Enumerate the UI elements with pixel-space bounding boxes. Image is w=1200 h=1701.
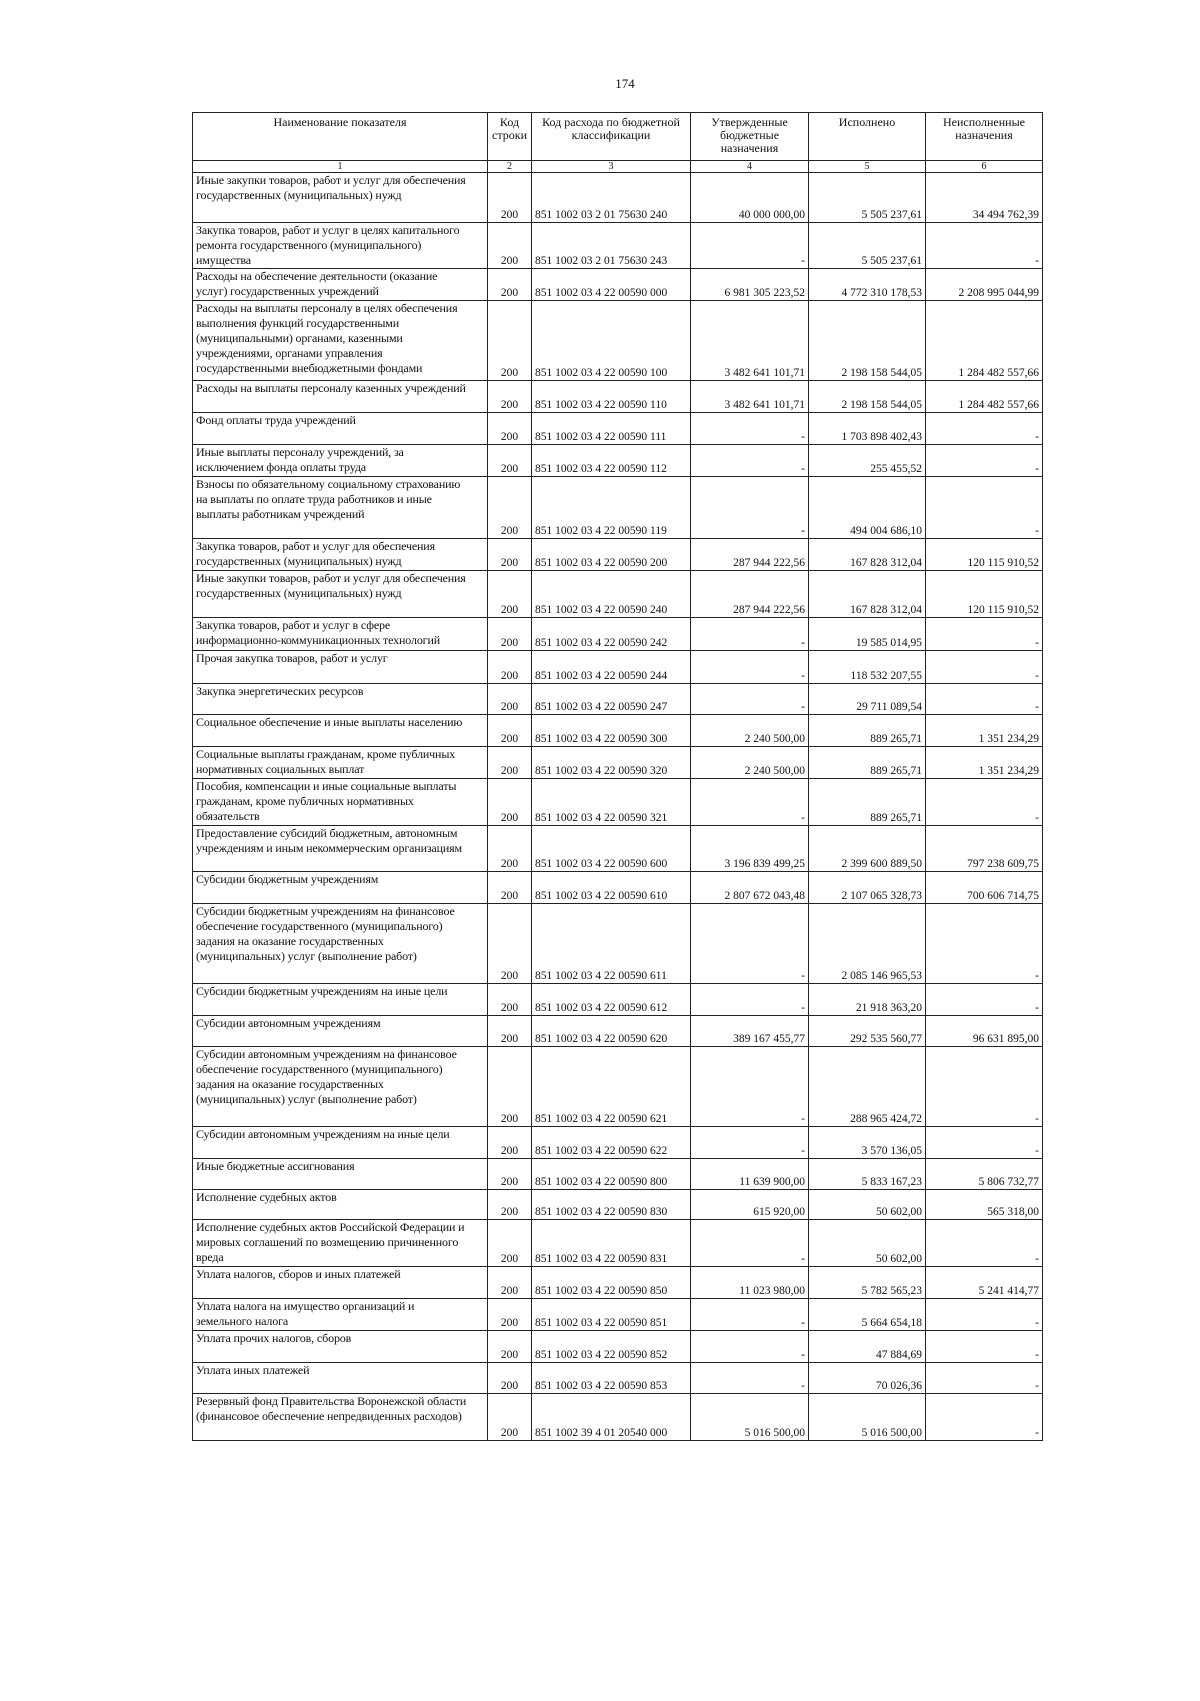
table-row <box>193 445 1043 477</box>
table-row <box>193 1394 1043 1441</box>
row-line-code: 200 <box>488 779 532 826</box>
row-line-code: 200 <box>488 539 532 571</box>
row-name: Расходы на обеспечение деятельности (оказание услуг) государственных учреждений <box>193 269 488 301</box>
row-executed: 889 265,71 <box>809 715 926 747</box>
row-executed: 5 505 237,61 <box>809 173 926 223</box>
row-line-code: 200 <box>488 571 532 618</box>
row-approved: 6 981 305 223,52 <box>691 269 809 301</box>
table-row <box>193 1299 1043 1331</box>
row-line-code: 200 <box>488 747 532 779</box>
row-budget-code: 851 1002 03 4 22 00590 100 <box>532 301 691 381</box>
header-line-code: Код строки <box>488 113 532 161</box>
table-row <box>193 1220 1043 1267</box>
header-executed: Исполнено <box>809 113 926 161</box>
table-row <box>193 1159 1043 1190</box>
row-approved: - <box>691 477 809 539</box>
row-budget-code: 851 1002 03 4 22 00590 000 <box>532 269 691 301</box>
row-unexecuted: - <box>926 779 1043 826</box>
row-budget-code: 851 1002 03 4 22 00590 320 <box>532 747 691 779</box>
row-budget-code: 851 1002 03 4 22 00590 850 <box>532 1267 691 1299</box>
table-body <box>193 173 1043 1441</box>
row-budget-code: 851 1002 03 4 22 00590 300 <box>532 715 691 747</box>
row-name: Социальные выплаты гражданам, кроме публичных нормативных социальных выплат <box>193 747 488 779</box>
row-budget-code: 851 1002 03 2 01 75630 240 <box>532 173 691 223</box>
table-row <box>193 904 1043 984</box>
table-row <box>193 984 1043 1016</box>
row-line-code: 200 <box>488 1394 532 1441</box>
row-name: Исполнение судебных актов Российской Федерации и мировых соглашений по возмещению причиненного вреда <box>193 1220 488 1267</box>
row-approved: 3 196 839 499,25 <box>691 826 809 872</box>
row-name: Субсидии бюджетным учреждениям на финансовое обеспечение государственного (муниципального) задания на оказание государственных (муниципальных) услуг (выполнение работ) <box>193 904 488 984</box>
row-executed: 5 833 167,23 <box>809 1159 926 1190</box>
row-budget-code: 851 1002 03 4 22 00590 621 <box>532 1047 691 1127</box>
row-line-code: 200 <box>488 1047 532 1127</box>
row-budget-code: 851 1002 03 4 22 00590 600 <box>532 826 691 872</box>
page-number: 174 <box>615 76 635 91</box>
row-name: Взносы по обязательному социальному страхованию на выплаты по оплате труда работников и иные выплаты работникам учреждений <box>193 477 488 539</box>
row-name: Уплата иных платежей <box>193 1363 488 1394</box>
row-line-code: 200 <box>488 715 532 747</box>
row-name: Исполнение судебных актов <box>193 1190 488 1220</box>
row-unexecuted: - <box>926 477 1043 539</box>
row-line-code: 200 <box>488 1331 532 1363</box>
row-budget-code: 851 1002 03 4 22 00590 851 <box>532 1299 691 1331</box>
row-unexecuted: - <box>926 1127 1043 1159</box>
row-line-code: 200 <box>488 651 532 684</box>
row-unexecuted: 1 284 482 557,66 <box>926 381 1043 413</box>
row-unexecuted: 1 351 234,29 <box>926 747 1043 779</box>
row-budget-code: 851 1002 03 4 22 00590 611 <box>532 904 691 984</box>
row-unexecuted: 96 631 895,00 <box>926 1016 1043 1047</box>
row-line-code: 200 <box>488 173 532 223</box>
row-line-code: 200 <box>488 301 532 381</box>
row-name: Расходы на выплаты персоналу казенных учреждений <box>193 381 488 413</box>
row-line-code: 200 <box>488 872 532 904</box>
row-executed: 2 107 065 328,73 <box>809 872 926 904</box>
row-unexecuted: 120 115 910,52 <box>926 539 1043 571</box>
row-approved: 287 944 222,56 <box>691 571 809 618</box>
column-number: 6 <box>926 161 1043 173</box>
row-line-code: 200 <box>488 1127 532 1159</box>
row-budget-code: 851 1002 03 4 22 00590 831 <box>532 1220 691 1267</box>
row-budget-code: 851 1002 03 4 22 00590 852 <box>532 1331 691 1363</box>
row-approved: - <box>691 1299 809 1331</box>
row-approved: 615 920,00 <box>691 1190 809 1220</box>
row-budget-code: 851 1002 03 4 22 00590 111 <box>532 413 691 445</box>
table-row <box>193 269 1043 301</box>
row-name: Субсидии автономным учреждениям <box>193 1016 488 1047</box>
row-approved: 3 482 641 101,71 <box>691 381 809 413</box>
row-budget-code: 851 1002 03 4 22 00590 242 <box>532 618 691 651</box>
row-name: Прочая закупка товаров, работ и услуг <box>193 651 488 684</box>
row-name: Субсидии бюджетным учреждениям на иные цели <box>193 984 488 1016</box>
row-name: Закупка энергетических ресурсов <box>193 684 488 715</box>
row-name: Уплата прочих налогов, сборов <box>193 1331 488 1363</box>
row-approved: 2 240 500,00 <box>691 715 809 747</box>
row-name: Закупка товаров, работ и услуг для обеспечения государственных (муниципальных) нужд <box>193 539 488 571</box>
table-row <box>193 826 1043 872</box>
row-approved: 389 167 455,77 <box>691 1016 809 1047</box>
row-line-code: 200 <box>488 684 532 715</box>
row-line-code: 200 <box>488 381 532 413</box>
row-executed: 50 602,00 <box>809 1220 926 1267</box>
table-row <box>193 779 1043 826</box>
row-executed: 3 570 136,05 <box>809 1127 926 1159</box>
row-line-code: 200 <box>488 269 532 301</box>
row-name: Резервный фонд Правительства Воронежской области (финансовое обеспечение непредвиденных расходов) <box>193 1394 488 1441</box>
row-executed: 494 004 686,10 <box>809 477 926 539</box>
row-unexecuted: - <box>926 223 1043 269</box>
row-name: Субсидии автономным учреждениям на финансовое обеспечение государственного (муниципального) задания на оказание государственных (муниципальных) услуг (выполнение работ) <box>193 1047 488 1127</box>
row-approved: 11 023 980,00 <box>691 1267 809 1299</box>
row-name: Иные закупки товаров, работ и услуг для обеспечения государственных (муниципальных) нужд <box>193 571 488 618</box>
row-unexecuted: - <box>926 1220 1043 1267</box>
row-approved: - <box>691 1331 809 1363</box>
table-row <box>193 539 1043 571</box>
row-budget-code: 851 1002 39 4 01 20540 000 <box>532 1394 691 1441</box>
row-name: Закупка товаров, работ и услуг в сфере информационно-коммуникационных технологий <box>193 618 488 651</box>
row-unexecuted: - <box>926 651 1043 684</box>
table-row <box>193 381 1043 413</box>
row-executed: 29 711 089,54 <box>809 684 926 715</box>
table-row <box>193 651 1043 684</box>
table-row <box>193 618 1043 651</box>
row-unexecuted: - <box>926 1394 1043 1441</box>
row-unexecuted: 2 208 995 044,99 <box>926 269 1043 301</box>
column-number: 3 <box>532 161 691 173</box>
row-budget-code: 851 1002 03 4 22 00590 612 <box>532 984 691 1016</box>
row-line-code: 200 <box>488 1299 532 1331</box>
row-line-code: 200 <box>488 984 532 1016</box>
row-executed: 1 703 898 402,43 <box>809 413 926 445</box>
row-line-code: 200 <box>488 413 532 445</box>
row-budget-code: 851 1002 03 4 22 00590 800 <box>532 1159 691 1190</box>
row-name: Иные выплаты персоналу учреждений, за исключением фонда оплаты труда <box>193 445 488 477</box>
row-budget-code: 851 1002 03 4 22 00590 853 <box>532 1363 691 1394</box>
row-executed: 288 965 424,72 <box>809 1047 926 1127</box>
row-name: Предоставление субсидий бюджетным, автономным учреждениям и иным некоммерческим организациям <box>193 826 488 872</box>
row-executed: 2 399 600 889,50 <box>809 826 926 872</box>
row-unexecuted: - <box>926 1299 1043 1331</box>
row-unexecuted: 120 115 910,52 <box>926 571 1043 618</box>
row-name: Уплата налогов, сборов и иных платежей <box>193 1267 488 1299</box>
row-approved: 2 807 672 043,48 <box>691 872 809 904</box>
row-unexecuted: - <box>926 1047 1043 1127</box>
row-unexecuted: - <box>926 1331 1043 1363</box>
column-number: 5 <box>809 161 926 173</box>
row-unexecuted: - <box>926 984 1043 1016</box>
table-row <box>193 1047 1043 1127</box>
row-name: Иные закупки товаров, работ и услуг для обеспечения государственных (муниципальных) нужд <box>193 173 488 223</box>
row-executed: 19 585 014,95 <box>809 618 926 651</box>
row-unexecuted: 797 238 609,75 <box>926 826 1043 872</box>
row-budget-code: 851 1002 03 4 22 00590 200 <box>532 539 691 571</box>
row-budget-code: 851 1002 03 4 22 00590 110 <box>532 381 691 413</box>
row-name: Субсидии автономным учреждениям на иные цели <box>193 1127 488 1159</box>
row-budget-code: 851 1002 03 4 22 00590 321 <box>532 779 691 826</box>
row-approved: 40 000 000,00 <box>691 173 809 223</box>
table-row <box>193 223 1043 269</box>
row-budget-code: 851 1002 03 4 22 00590 622 <box>532 1127 691 1159</box>
row-executed: 5 505 237,61 <box>809 223 926 269</box>
row-name: Пособия, компенсации и иные социальные выплаты гражданам, кроме публичных нормативных обязательств <box>193 779 488 826</box>
header-unexecuted: Неисполненные назначения <box>926 113 1043 161</box>
row-unexecuted: 565 318,00 <box>926 1190 1043 1220</box>
header-approved: Утвержденные бюджетные назначения <box>691 113 809 161</box>
row-unexecuted: - <box>926 445 1043 477</box>
row-executed: 292 535 560,77 <box>809 1016 926 1047</box>
row-line-code: 200 <box>488 1363 532 1394</box>
row-name: Фонд оплаты труда учреждений <box>193 413 488 445</box>
header-name: Наименование показателя <box>193 113 488 161</box>
row-approved: 5 016 500,00 <box>691 1394 809 1441</box>
row-unexecuted: 1 284 482 557,66 <box>926 301 1043 381</box>
table-row <box>193 173 1043 223</box>
row-executed: 5 782 565,23 <box>809 1267 926 1299</box>
row-unexecuted: - <box>926 618 1043 651</box>
row-executed: 118 532 207,55 <box>809 651 926 684</box>
row-approved: - <box>691 779 809 826</box>
row-approved: 2 240 500,00 <box>691 747 809 779</box>
row-approved: - <box>691 445 809 477</box>
row-executed: 5 016 500,00 <box>809 1394 926 1441</box>
row-executed: 50 602,00 <box>809 1190 926 1220</box>
row-name: Иные бюджетные ассигнования <box>193 1159 488 1190</box>
row-approved: - <box>691 1220 809 1267</box>
row-approved: - <box>691 651 809 684</box>
row-approved: 3 482 641 101,71 <box>691 301 809 381</box>
table-row <box>193 1363 1043 1394</box>
table-row <box>193 1190 1043 1220</box>
row-budget-code: 851 1002 03 4 22 00590 247 <box>532 684 691 715</box>
table-row <box>193 684 1043 715</box>
row-line-code: 200 <box>488 618 532 651</box>
table-row <box>193 1016 1043 1047</box>
row-executed: 255 455,52 <box>809 445 926 477</box>
table-row <box>193 715 1043 747</box>
row-executed: 167 828 312,04 <box>809 539 926 571</box>
row-budget-code: 851 1002 03 4 22 00590 240 <box>532 571 691 618</box>
row-budget-code: 851 1002 03 4 22 00590 244 <box>532 651 691 684</box>
row-executed: 889 265,71 <box>809 779 926 826</box>
table-row <box>193 413 1043 445</box>
row-approved: - <box>691 223 809 269</box>
row-executed: 889 265,71 <box>809 747 926 779</box>
row-budget-code: 851 1002 03 4 22 00590 830 <box>532 1190 691 1220</box>
table-row <box>193 1331 1043 1363</box>
row-executed: 5 664 654,18 <box>809 1299 926 1331</box>
row-unexecuted: 5 806 732,77 <box>926 1159 1043 1190</box>
row-executed: 70 026,36 <box>809 1363 926 1394</box>
row-line-code: 200 <box>488 1159 532 1190</box>
row-approved: - <box>691 413 809 445</box>
table-row <box>193 1127 1043 1159</box>
row-budget-code: 851 1002 03 4 22 00590 620 <box>532 1016 691 1047</box>
row-executed: 167 828 312,04 <box>809 571 926 618</box>
table-row <box>193 872 1043 904</box>
row-line-code: 200 <box>488 826 532 872</box>
row-line-code: 200 <box>488 1267 532 1299</box>
row-line-code: 200 <box>488 1220 532 1267</box>
row-executed: 2 085 146 965,53 <box>809 904 926 984</box>
row-line-code: 200 <box>488 223 532 269</box>
table-row <box>193 301 1043 381</box>
row-executed: 2 198 158 544,05 <box>809 381 926 413</box>
row-approved: - <box>691 904 809 984</box>
row-unexecuted: 34 494 762,39 <box>926 173 1043 223</box>
row-approved: - <box>691 1047 809 1127</box>
table-row <box>193 477 1043 539</box>
row-unexecuted: 700 606 714,75 <box>926 872 1043 904</box>
header-budget-code: Код расхода по бюджетной классификации <box>532 113 691 161</box>
row-unexecuted: - <box>926 904 1043 984</box>
row-approved: 11 639 900,00 <box>691 1159 809 1190</box>
row-approved: - <box>691 618 809 651</box>
row-name: Расходы на выплаты персоналу в целях обеспечения выполнения функций государственными (муниципальными) органами, казенными учреждениями, органами управления государственными внебюджетными фондами <box>193 301 488 381</box>
row-budget-code: 851 1002 03 2 01 75630 243 <box>532 223 691 269</box>
row-unexecuted: 5 241 414,77 <box>926 1267 1043 1299</box>
row-name: Закупка товаров, работ и услуг в целях капитального ремонта государственного (муниципального) имущества <box>193 223 488 269</box>
row-unexecuted: - <box>926 1363 1043 1394</box>
column-number: 1 <box>193 161 488 173</box>
budget-report-table <box>192 112 1043 1441</box>
table-row <box>193 1267 1043 1299</box>
row-unexecuted: 1 351 234,29 <box>926 715 1043 747</box>
column-number-row <box>193 161 1043 173</box>
row-unexecuted: - <box>926 413 1043 445</box>
row-executed: 21 918 363,20 <box>809 984 926 1016</box>
column-number: 4 <box>691 161 809 173</box>
row-budget-code: 851 1002 03 4 22 00590 610 <box>532 872 691 904</box>
row-budget-code: 851 1002 03 4 22 00590 112 <box>532 445 691 477</box>
column-number: 2 <box>488 161 532 173</box>
table-row <box>193 747 1043 779</box>
row-approved: - <box>691 684 809 715</box>
row-approved: 287 944 222,56 <box>691 539 809 571</box>
row-approved: - <box>691 984 809 1016</box>
row-executed: 47 884,69 <box>809 1331 926 1363</box>
row-executed: 4 772 310 178,53 <box>809 269 926 301</box>
row-name: Уплата налога на имущество организаций и земельного налога <box>193 1299 488 1331</box>
row-line-code: 200 <box>488 904 532 984</box>
row-unexecuted: - <box>926 684 1043 715</box>
row-name: Субсидии бюджетным учреждениям <box>193 872 488 904</box>
row-executed: 2 198 158 544,05 <box>809 301 926 381</box>
header-row <box>193 113 1043 161</box>
row-name: Социальное обеспечение и иные выплаты населению <box>193 715 488 747</box>
row-line-code: 200 <box>488 445 532 477</box>
row-approved: - <box>691 1127 809 1159</box>
row-line-code: 200 <box>488 477 532 539</box>
row-line-code: 200 <box>488 1190 532 1220</box>
table-row <box>193 571 1043 618</box>
row-budget-code: 851 1002 03 4 22 00590 119 <box>532 477 691 539</box>
row-line-code: 200 <box>488 1016 532 1047</box>
row-approved: - <box>691 1363 809 1394</box>
